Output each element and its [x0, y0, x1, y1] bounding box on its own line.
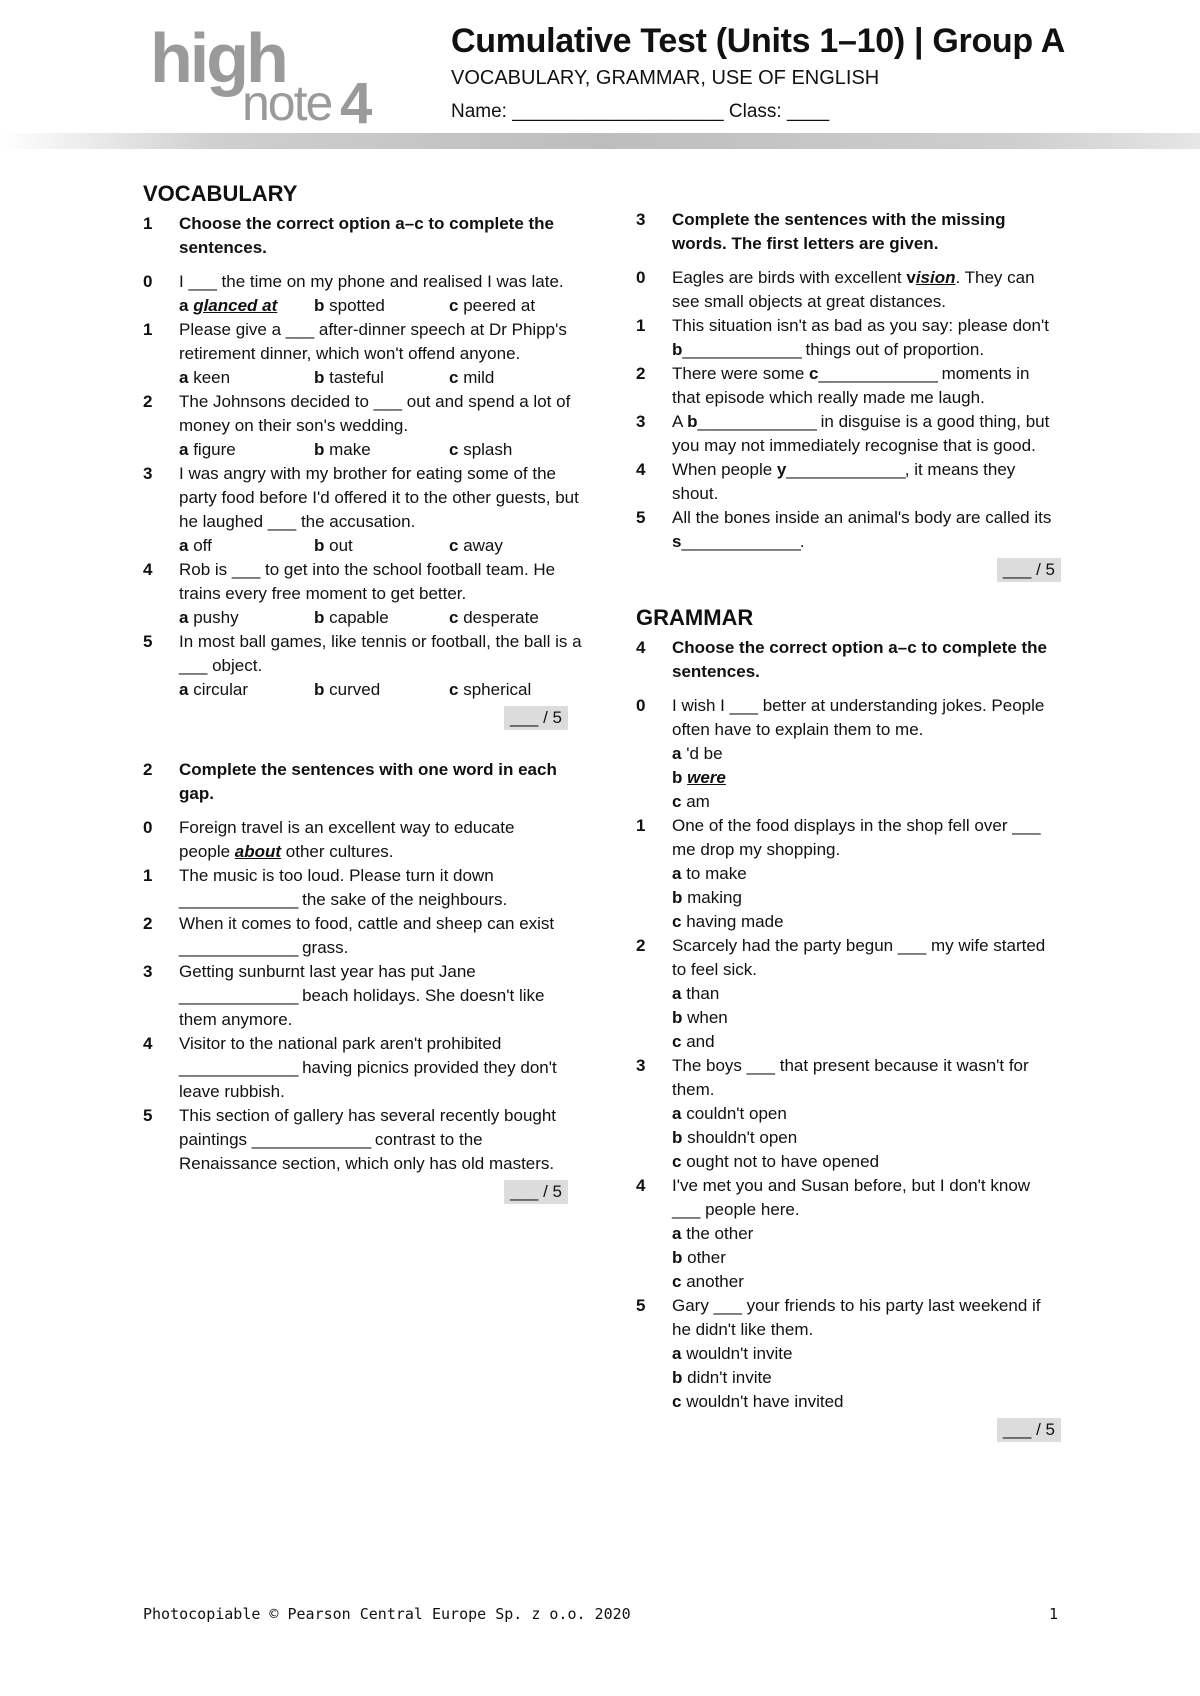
option-text: out — [329, 536, 353, 555]
item-number: 3 — [636, 412, 646, 431]
item-text-pre: Getting sunburnt last year has put Jane — [179, 962, 476, 981]
class-field[interactable]: ____ — [786, 101, 830, 122]
exercise-number: 4 — [636, 638, 646, 657]
exercise-instruction — [143, 758, 568, 806]
item-number: 4 — [143, 560, 153, 579]
options — [179, 366, 584, 390]
question-item — [636, 934, 1061, 1054]
item-body — [179, 462, 584, 558]
page-header — [451, 20, 1171, 126]
answer-gap[interactable]: ______________ — [179, 890, 298, 909]
options — [179, 438, 584, 462]
option-c[interactable] — [449, 678, 584, 702]
item-number: 3 — [143, 464, 153, 483]
question-item — [636, 1054, 1061, 1174]
high-note-4-logo — [150, 20, 400, 130]
option-letter: c — [672, 1152, 682, 1171]
item-text-pre: Eagles are birds with excellent — [672, 268, 907, 287]
question-item — [143, 864, 568, 912]
item-text: I wish I ___ better at understanding jokes. People often have to explain them to me. — [672, 696, 1045, 739]
option-text: keen — [193, 368, 231, 387]
option-letter: c — [449, 368, 459, 387]
option-letter: a — [672, 1344, 682, 1363]
option-letter: b — [314, 440, 325, 459]
logo-word-note: note — [242, 75, 332, 130]
option-b[interactable] — [314, 294, 449, 318]
option-b[interactable] — [672, 1006, 1061, 1030]
item-text-post: the sake of the neighbours. — [297, 890, 508, 909]
option-text: wouldn't have invited — [686, 1392, 844, 1411]
item-text-post: moments in that episode which really made me laugh. — [672, 364, 1030, 407]
option-letter: b — [672, 888, 683, 907]
question-item — [636, 410, 1061, 458]
option-a[interactable] — [179, 534, 314, 558]
option-text: the other — [686, 1224, 754, 1243]
item-text-post: beach holidays. She doesn't like them anymore. — [179, 986, 545, 1029]
option-text: figure — [193, 440, 236, 459]
item-body — [672, 1174, 1061, 1294]
exercise-items — [636, 694, 1061, 1414]
question-item — [143, 912, 568, 960]
option-letter: a — [672, 984, 682, 1003]
options — [672, 1222, 1061, 1294]
option-c[interactable] — [672, 910, 1061, 934]
option-text: and — [686, 1032, 715, 1051]
option-text: to make — [686, 864, 747, 883]
exercise-2 — [143, 758, 568, 1204]
option-letter: b — [314, 680, 325, 699]
item-number: 4 — [636, 460, 646, 479]
option-c[interactable] — [449, 294, 584, 318]
question-item — [636, 1174, 1061, 1294]
item-text — [179, 1104, 568, 1176]
option-letter: c — [449, 296, 459, 315]
first-letter: v — [906, 268, 916, 287]
item-text — [179, 1032, 568, 1104]
instruction-text: Complete the sentences with the missing words. The first letters are given. — [672, 210, 1006, 253]
option-text: couldn't open — [686, 1104, 787, 1123]
option-a[interactable] — [672, 982, 1061, 1006]
question-item — [636, 814, 1061, 934]
page-number: 1 — [1048, 1605, 1058, 1623]
item-text-post: . They can see small objects at great distances. — [672, 268, 1035, 311]
option-letter: c — [449, 536, 459, 555]
first-letter: c — [809, 364, 819, 383]
exercise-4 — [636, 636, 1061, 1442]
option-text: spherical — [463, 680, 532, 699]
option-b[interactable] — [672, 1246, 1061, 1270]
item-body — [179, 630, 584, 702]
first-letter: s — [672, 532, 682, 551]
item-text — [672, 314, 1061, 362]
item-number: 2 — [636, 936, 646, 955]
option-letter: b — [314, 608, 325, 627]
item-text — [179, 912, 568, 960]
answer-gap[interactable]: ______________ — [786, 460, 905, 479]
option-text: pushy — [193, 608, 239, 627]
score-box — [636, 1418, 1061, 1442]
item-text-post: grass. — [297, 938, 349, 957]
item-text-pre: Visitor to the national park aren't prohibited — [179, 1034, 502, 1053]
exercise-instruction — [636, 208, 1061, 256]
option-letter: a — [179, 296, 189, 315]
option-text: having made — [686, 912, 784, 931]
item-body — [672, 814, 1061, 934]
option-letter: c — [449, 440, 459, 459]
first-letter: b — [672, 340, 683, 359]
item-number: 1 — [636, 816, 646, 835]
question-item — [636, 1294, 1061, 1414]
option-letter: c — [449, 608, 459, 627]
option-text: mild — [463, 368, 495, 387]
option-text: desperate — [463, 608, 539, 627]
options — [179, 678, 584, 702]
option-letter: b — [314, 536, 325, 555]
item-text-pre: There were some — [672, 364, 809, 383]
option-a[interactable] — [672, 1102, 1061, 1126]
score-text: ___ / 5 — [504, 1180, 568, 1204]
answer-gap[interactable]: ______________ — [179, 1058, 298, 1077]
answer-gap[interactable]: ______________ — [681, 532, 800, 551]
example-answer: glanced at — [193, 296, 278, 315]
item-body — [179, 318, 584, 390]
item-text-post: things out of proportion. — [800, 340, 985, 359]
option-a[interactable] — [672, 742, 1061, 766]
item-number: 1 — [143, 320, 153, 339]
question-item — [143, 960, 568, 1032]
option-text: capable — [329, 608, 389, 627]
option-a[interactable] — [179, 438, 314, 462]
score-box — [143, 706, 568, 730]
options — [179, 534, 584, 558]
item-text: The boys ___ that present because it wasn't for them. — [672, 1056, 1029, 1099]
item-number: 0 — [143, 818, 153, 837]
options — [672, 1342, 1061, 1414]
item-text — [672, 362, 1061, 410]
option-letter: a — [179, 680, 189, 699]
example-item — [636, 694, 1061, 814]
right-column — [636, 208, 1061, 1456]
item-body — [672, 1054, 1061, 1174]
option-b[interactable] — [672, 886, 1061, 910]
option-text: spotted — [329, 296, 385, 315]
option-text: didn't invite — [687, 1368, 772, 1387]
option-b[interactable] — [672, 1366, 1061, 1390]
option-a[interactable] — [179, 678, 314, 702]
first-letter: y — [776, 460, 787, 479]
option-text: ought not to have opened — [686, 1152, 880, 1171]
answer-gap[interactable]: ______________ — [682, 340, 801, 359]
options — [179, 606, 584, 630]
item-text — [179, 816, 568, 864]
option-c[interactable] — [672, 1150, 1061, 1174]
name-field[interactable]: ____________________ — [512, 101, 724, 122]
score-text: ___ / 5 — [997, 558, 1061, 582]
page-title: Cumulative Test (Units 1–10) | Group A — [451, 22, 1065, 60]
option-letter: a — [672, 864, 682, 883]
section-title-vocabulary: VOCABULARY — [143, 181, 298, 206]
exercise-instruction — [636, 636, 1061, 684]
example-item — [636, 266, 1061, 314]
item-number: 4 — [143, 1034, 153, 1053]
answer-gap[interactable]: ______________ — [179, 938, 298, 957]
exercise-items — [143, 270, 582, 702]
options — [672, 862, 1061, 934]
left-column — [143, 180, 582, 1218]
item-text: I was angry with my brother for eating some of the party food before I'd offered it to the other guests, but he laughed ___ the accusation. — [179, 464, 579, 531]
option-text: other — [687, 1248, 726, 1267]
option-text: away — [463, 536, 503, 555]
option-b[interactable] — [314, 438, 449, 462]
option-text: off — [193, 536, 212, 555]
item-number: 2 — [636, 364, 646, 383]
option-letter: c — [672, 1272, 682, 1291]
item-number: 3 — [636, 1056, 646, 1075]
item-text-pre: When people — [672, 460, 777, 479]
item-text-post: in disguise is a good thing, but you may not immediately recognise that is good. — [672, 412, 1050, 455]
item-body — [179, 390, 584, 462]
option-letter: a — [179, 440, 189, 459]
item-text — [179, 864, 568, 912]
options — [179, 294, 584, 318]
example-item — [143, 270, 568, 318]
option-a[interactable] — [672, 862, 1061, 886]
option-a[interactable] — [179, 606, 314, 630]
option-a[interactable] — [672, 1342, 1061, 1366]
options — [672, 982, 1061, 1054]
item-body — [672, 694, 1061, 814]
item-text: Please give a ___ after-dinner speech at Dr Phipp's retirement dinner, which won't offend anyone. — [179, 320, 567, 363]
item-number: 1 — [636, 316, 646, 335]
item-text-post: having picnics provided they don't leave rubbish. — [179, 1058, 557, 1101]
option-letter: c — [672, 1032, 682, 1051]
exercise-number: 3 — [636, 210, 646, 229]
option-c[interactable] — [449, 534, 584, 558]
example-answer: ision — [915, 268, 956, 287]
item-text: Scarcely had the party begun ___ my wife started to feel sick. — [672, 936, 1046, 979]
score-text: ___ / 5 — [997, 1418, 1061, 1442]
item-number: 2 — [143, 392, 153, 411]
exercise-items — [636, 314, 1061, 554]
option-letter: b — [672, 768, 683, 787]
copyright-text: Photocopiable © Pearson Central Europe Sp. z o.o. 2020 — [143, 1605, 631, 1623]
answer-gap[interactable]: ______________ — [818, 364, 937, 383]
exercise-number: 1 — [143, 214, 153, 233]
option-text: 'd be — [686, 744, 723, 763]
item-text: I've met you and Susan before, but I don't know ___ people here. — [672, 1176, 1031, 1219]
option-letter: a — [179, 368, 189, 387]
instruction-text: Choose the correct option a–c to complete the sentences. — [179, 214, 555, 257]
option-text: curved — [329, 680, 381, 699]
option-letter: c — [672, 792, 682, 811]
item-body — [179, 270, 584, 318]
option-b[interactable] — [314, 606, 449, 630]
option-letter: a — [672, 1104, 682, 1123]
option-text: am — [686, 792, 710, 811]
option-text: splash — [463, 440, 513, 459]
option-letter: b — [672, 1128, 683, 1147]
option-a[interactable] — [672, 1222, 1061, 1246]
answer-gap[interactable]: ______________ — [179, 986, 298, 1005]
question-item — [636, 506, 1061, 554]
option-c[interactable] — [449, 366, 584, 390]
option-c[interactable] — [672, 1390, 1061, 1414]
name-label: Name: — [451, 101, 507, 122]
logo-word-high: high — [150, 20, 286, 97]
option-letter: c — [672, 1392, 682, 1411]
item-text-pre: When it comes to food, cattle and sheep can exist — [179, 914, 555, 933]
option-letter: b — [672, 1008, 683, 1027]
item-number: 3 — [143, 962, 153, 981]
item-text — [179, 960, 568, 1032]
item-number: 1 — [143, 866, 153, 885]
item-text-pre: This section of gallery has several recently bought paintings — [179, 1106, 557, 1149]
item-number: 0 — [143, 272, 153, 291]
item-text — [672, 506, 1061, 554]
options — [672, 742, 1061, 814]
item-text-post: other cultures. — [281, 842, 394, 861]
item-number: 4 — [636, 1176, 646, 1195]
item-text: Gary ___ your friends to his party last weekend if he didn't like them. — [672, 1296, 1041, 1339]
item-body — [672, 1294, 1061, 1414]
question-item — [143, 1104, 568, 1176]
item-body — [179, 558, 584, 630]
option-letter: b — [314, 296, 325, 315]
item-text — [672, 458, 1061, 506]
header-gradient-band — [0, 133, 1200, 149]
exercise-number: 2 — [143, 760, 153, 779]
item-text: I ___ the time on my phone and realised I was late. — [179, 272, 564, 291]
question-item — [143, 630, 582, 702]
logo-number: 4 — [340, 71, 373, 130]
item-text: In most ball games, like tennis or football, the ball is a ___ object. — [179, 632, 582, 675]
item-text: One of the food displays in the shop fell over ___ me drop my shopping. — [672, 816, 1041, 859]
item-text: The Johnsons decided to ___ out and spend a lot of money on their son's wedding. — [179, 392, 571, 435]
option-letter: c — [672, 912, 682, 931]
option-text: shouldn't open — [687, 1128, 798, 1147]
question-item — [143, 390, 571, 462]
item-text: Rob is ___ to get into the school football team. He trains every free moment to get better. — [179, 560, 556, 603]
question-item — [636, 458, 1061, 506]
option-b[interactable] — [314, 678, 449, 702]
question-item — [636, 314, 1061, 362]
answer-gap[interactable]: ______________ — [697, 412, 816, 431]
option-text: peered at — [463, 296, 536, 315]
item-text-post: contrast to the Renaissance section, which only has old masters. — [179, 1130, 555, 1173]
item-text-pre: This situation isn't as bad as you say: please don't — [672, 316, 1049, 335]
option-letter: b — [672, 1248, 683, 1267]
answer-gap[interactable]: ______________ — [251, 1130, 371, 1149]
name-class-row — [451, 98, 1171, 126]
option-text: when — [687, 1008, 728, 1027]
first-letter: b — [687, 412, 698, 431]
instruction-text: Complete the sentences with one word in each gap. — [179, 760, 557, 803]
option-b[interactable] — [314, 366, 449, 390]
option-letter: a — [179, 608, 189, 627]
item-number: 5 — [143, 632, 153, 651]
item-number: 5 — [143, 1106, 153, 1125]
example-answer: about — [234, 842, 282, 861]
option-c[interactable] — [449, 438, 584, 462]
item-body — [672, 934, 1061, 1054]
option-text: making — [687, 888, 742, 907]
section-title-grammar: GRAMMAR — [636, 605, 754, 630]
exercise-1 — [143, 212, 582, 730]
example-item — [143, 816, 568, 864]
option-letter: a — [672, 1224, 682, 1243]
page-subtitle: VOCABULARY, GRAMMAR, USE OF ENGLISH — [451, 67, 880, 89]
exercise-items — [143, 864, 568, 1176]
page-footer — [143, 1605, 1058, 1623]
option-letter: c — [449, 680, 459, 699]
option-letter: a — [179, 536, 189, 555]
option-text: tasteful — [329, 368, 384, 387]
item-text-pre: The music is too loud. Please turn it down — [179, 866, 494, 885]
option-letter: b — [672, 1368, 683, 1387]
item-text — [672, 266, 1061, 314]
option-b[interactable] — [314, 534, 449, 558]
option-c[interactable] — [672, 1270, 1061, 1294]
question-item — [143, 462, 579, 558]
question-item — [636, 362, 1061, 410]
item-number: 0 — [636, 696, 646, 715]
item-number: 0 — [636, 268, 646, 287]
item-text-post: . — [799, 532, 805, 551]
question-item — [143, 558, 568, 630]
option-letter: b — [314, 368, 325, 387]
option-letter: a — [672, 744, 682, 763]
class-label: Class: — [728, 101, 782, 122]
item-text-pre: All the bones inside an animal's body are called its — [672, 508, 1052, 527]
option-text: circular — [193, 680, 248, 699]
option-text: wouldn't invite — [686, 1344, 793, 1363]
item-text-post: , it means they shout. — [672, 460, 1016, 503]
option-c[interactable] — [672, 790, 1061, 814]
item-text-pre: A — [672, 412, 688, 431]
question-item — [143, 1032, 568, 1104]
score-box — [636, 558, 1061, 582]
option-c[interactable] — [449, 606, 584, 630]
exercise-3 — [636, 208, 1061, 582]
item-text — [672, 410, 1061, 458]
item-number: 5 — [636, 508, 646, 527]
option-b[interactable] — [672, 766, 1061, 790]
options — [672, 1102, 1061, 1174]
item-text-pre: Foreign travel is an excellent way to educate people — [179, 818, 515, 861]
exercise-instruction — [143, 212, 568, 260]
score-box — [143, 1180, 568, 1204]
instruction-text: Choose the correct option a–c to complete the sentences. — [672, 638, 1048, 681]
score-text: ___ / 5 — [504, 706, 568, 730]
option-b[interactable] — [672, 1126, 1061, 1150]
item-number: 5 — [636, 1296, 646, 1315]
option-c[interactable] — [672, 1030, 1061, 1054]
option-a[interactable] — [179, 294, 314, 318]
example-answer: were — [687, 768, 726, 787]
question-item — [143, 318, 568, 390]
option-text: another — [686, 1272, 744, 1291]
option-text: than — [686, 984, 720, 1003]
option-a[interactable] — [179, 366, 314, 390]
item-number: 2 — [143, 914, 153, 933]
option-text: make — [329, 440, 371, 459]
